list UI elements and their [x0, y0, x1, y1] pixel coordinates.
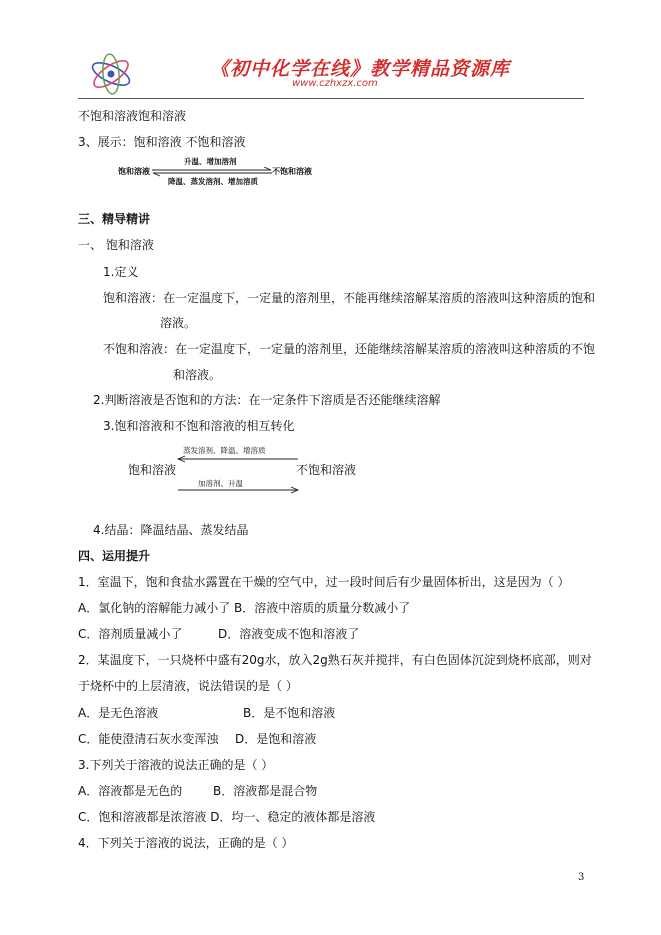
question-1-options-ab: A．氯化钠的溶解能力减小了 B．溶液中溶质的质量分数减小了 — [78, 601, 411, 615]
question-2-option-d: D．是饱和溶液 — [235, 732, 317, 746]
diagram1-top-label: 升温、增加溶剂 — [184, 157, 237, 166]
conversion-heading: 3.饱和溶液和不饱和溶液的相互转化 — [103, 419, 295, 433]
diagram2-left: 饱和溶液 — [128, 463, 177, 477]
section-3-heading: 三、精导精讲 — [78, 212, 151, 226]
crystallization: 4.结晶：降温结晶、蒸发结晶 — [93, 523, 249, 537]
question-3-option-a: A．溶液都是无色的 — [78, 784, 183, 798]
diagram2-top-label: 蒸发溶剂、降温、增溶质 — [183, 446, 266, 455]
banner-title: 《初中化学在线》教学精品资源库 — [210, 58, 511, 80]
question-2-cont: 于烧杯中的上层清液，说法错误的是（ ） — [78, 679, 298, 693]
saturated-definition: 饱和溶液：在一定温度下，一定量的溶剂里，不能再继续溶解某溶质的溶液叫这种溶质的饱和 — [103, 291, 596, 305]
diagram2-bottom-label: 加溶剂、升温 — [198, 479, 243, 488]
diagram2-right: 不饱和溶液 — [296, 463, 357, 477]
question-3-option-b: B．溶液都是混合物 — [213, 784, 318, 798]
page-number: 3 — [578, 872, 585, 883]
question-4: 4．下列关于溶液的说法，正确的是（ ） — [78, 836, 294, 850]
question-2-option-a: A．是无色溶液 — [78, 706, 159, 720]
banner-url: www.czhxzx.com — [292, 78, 378, 89]
judge-method: 2.判断溶液是否饱和的方法：在一定条件下溶质是否还能继续溶解 — [93, 393, 441, 407]
question-3: 3.下列关于溶液的说法正确的是（ ） — [78, 758, 274, 772]
question-2-option-b: B．是不饱和溶液 — [243, 706, 336, 720]
question-1-option-d: D．溶液变成不饱和溶液了 — [218, 627, 360, 641]
section-4-heading: 四、运用提升 — [78, 549, 151, 563]
question-2-option-c: C．能使澄清石灰水变浑浊 — [78, 732, 219, 746]
diagram1-arrows — [150, 167, 274, 177]
question-2: 2．某温度下，一只烧杯中盛有20g水，放入2g熟石灰并搅拌，有白色固体沉淀到烧杯底部，则对 — [78, 653, 592, 667]
unsaturated-definition-cont: 和溶液。 — [173, 368, 222, 382]
text-line-2: 3、展示：饱和溶液 不饱和溶液 — [78, 135, 246, 149]
question-3-options-cd: C．饱和溶液都是浓溶液 D．均一、稳定的液体都是溶液 — [78, 810, 376, 824]
text-line-1: 不饱和溶液饱和溶液 — [78, 109, 187, 123]
definition-heading: 1.定义 — [103, 265, 139, 279]
diagram1-bottom-label: 降温、蒸发溶剂、增加溶质 — [168, 177, 258, 186]
saturated-definition-cont: 溶液。 — [160, 316, 197, 330]
question-1-option-c: C．溶剂质量减小了 — [78, 627, 183, 641]
unsaturated-definition: 不饱和溶液：在一定温度下，一定量的溶剂里，还能继续溶解某溶质的溶液叫这种溶质的不饱 — [103, 342, 596, 356]
subsection-saturated: 一、 饱和溶液 — [78, 238, 154, 252]
question-1: 1．室温下，饱和食盐水露置在干燥的空气中，过一段时间后有少量固体析出，这是因为（ ） — [78, 575, 570, 589]
diagram2-arrows — [174, 455, 304, 497]
diagram1-left: 饱和溶液 — [118, 167, 150, 176]
header-divider — [78, 98, 584, 99]
diagram1-right: 不饱和溶液 — [272, 167, 312, 176]
chemistry-logo-icon — [86, 52, 136, 96]
